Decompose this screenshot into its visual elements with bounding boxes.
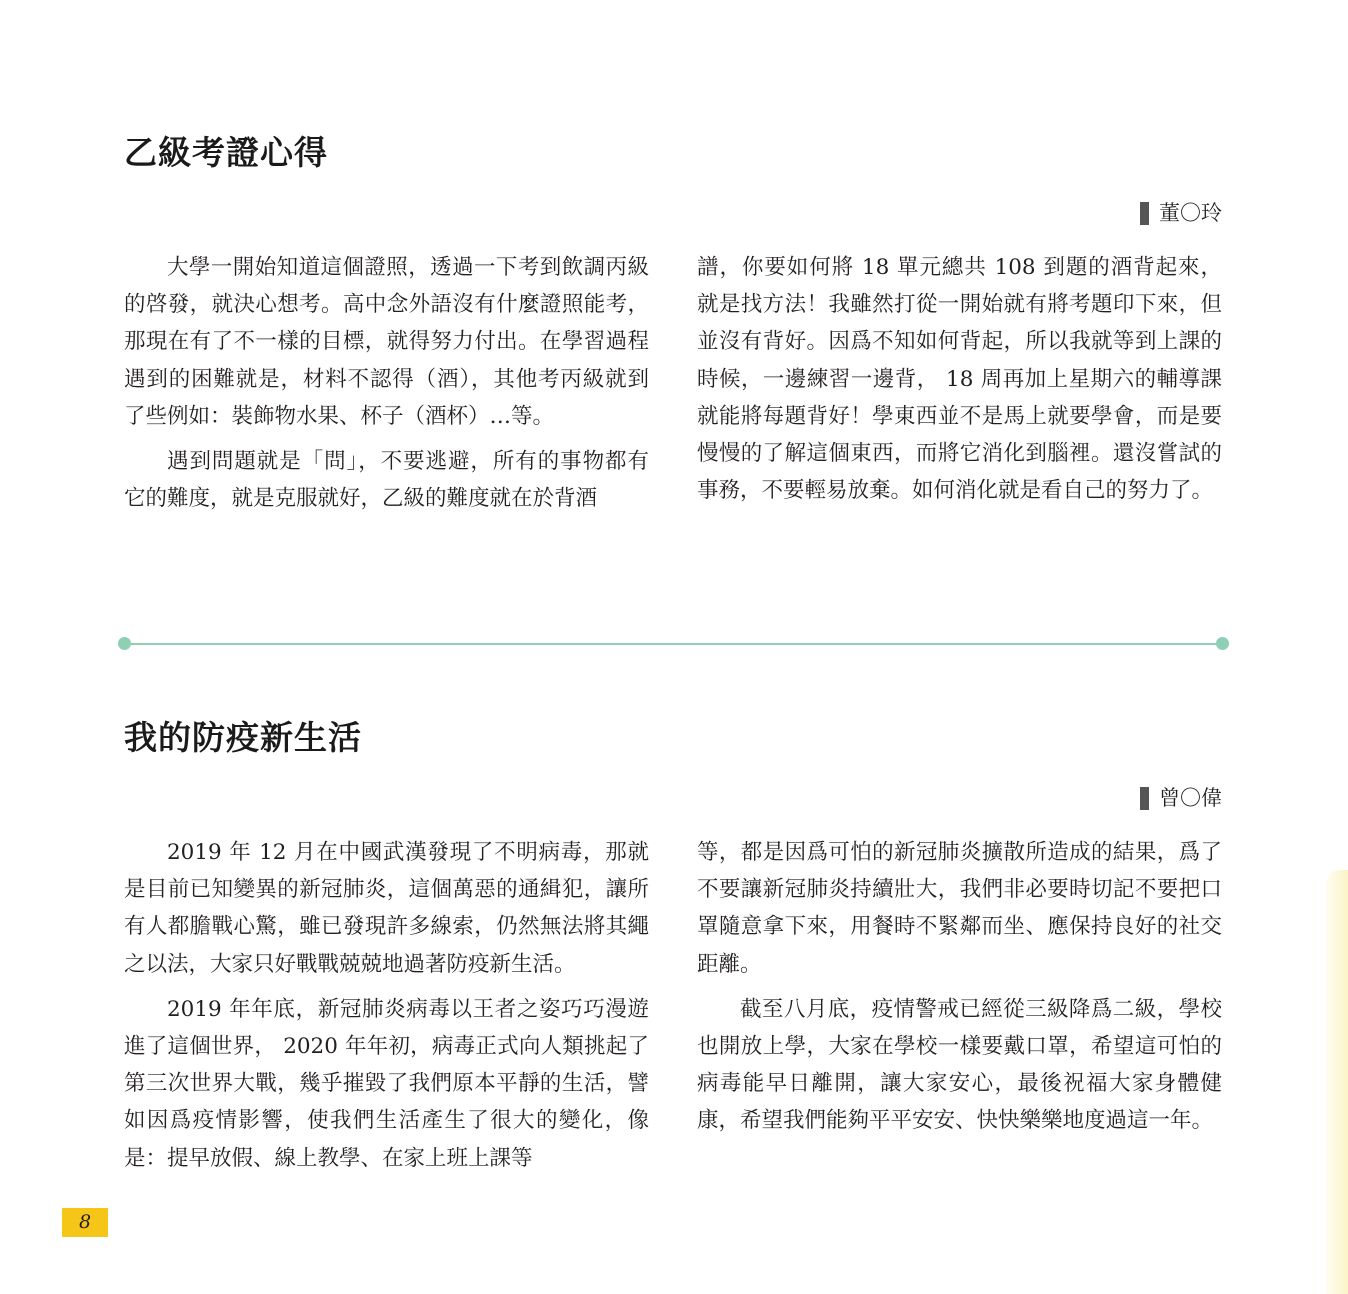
article2-paragraph-2: 2019 年年底，新冠肺炎病毒以王者之姿巧巧漫遊進了這個世界， 2020 年年初，病毒正式向人類挑起了第三次世界大戰，幾乎摧毀了我們原本平靜的生活，譬如因爲疫情影響，使我們生活產生了很大的變化，像是：提早放假、線上教學、在家上班上課等 <box>124 996 649 1171</box>
divider-right-dot <box>1216 637 1229 650</box>
article2-right-column <box>697 834 1222 1148</box>
article2-title: 我的防疫新生活 <box>124 718 362 757</box>
section-divider <box>124 643 1222 645</box>
decorative-side-tint <box>1326 870 1348 1294</box>
article2-paragraph-4: 截至八月底，疫情警戒已經從三級降爲二級，學校也開放上學，大家在學校一樣要戴口罩，希望這可怕的病毒能早日離開，讓大家安心，最後祝福大家身體健康，希望我們能夠平平安安、快快樂樂地度過這一年。 <box>697 996 1222 1134</box>
article2-author-line <box>1140 784 1222 812</box>
article1-paragraph-1: 大學一開始知道這個證照，透過一下考到飲調丙級的啓發，就決心想考。高中念外語沒有什麼證照能考，那現在有了不一樣的目標，就得努力付出。在學習過程遇到的困難就是，材料不認得（酒），其他考丙級就到了些例如：裝飾物水果、杯子（酒杯）…等。 <box>124 255 649 429</box>
divider-left-dot <box>118 637 131 650</box>
article1-paragraph-2: 遇到問題就是「問」，不要逃避，所有的事物都有它的難度，就是克服就好，乙級的難度就在於背酒 <box>124 449 649 512</box>
article2-paragraph-1: 2019 年 12 月在中國武漢發現了不明病毒，那就是目前已知變異的新冠肺炎，這個萬惡的通緝犯，讓所有人都膽戰心驚，雖已發現許多線索，仍然無法將其繩之以法，大家只好戰戰兢兢地過著防疫新生活。 <box>124 840 649 977</box>
article1-left-column <box>124 249 649 525</box>
article1-title: 乙級考證心得 <box>124 133 328 172</box>
page-number: 8 <box>62 1208 108 1237</box>
article1-paragraph-3: 譜，你要如何將 18 單元總共 108 到題的酒背起來，就是找方法！我雖然打從一開始就有將考題印下來，但並沒有背好。因爲不知如何背起，所以我就等到上課的時候，一邊練習一邊背， 18 周再加上星期六的輔導課就能將每題背好！學東西並不是馬上就要學會，而是要慢慢的了解這個東西，而將它消化到腦裡。還沒嘗試的事務，不要輕易放棄。如何消化就是看自己的努力了。 <box>697 255 1222 504</box>
article2-paragraph-3: 等，都是因爲可怕的新冠肺炎擴散所造成的結果，爲了不要讓新冠肺炎持續壯大，我們非必要時切記不要把口罩隨意拿下來，用餐時不緊鄰而坐、應保持良好的社交距離。 <box>697 840 1222 977</box>
article1-author-line <box>1140 199 1222 227</box>
article1-author: 董〇玲 <box>1159 201 1222 225</box>
article2-left-column <box>124 834 649 1185</box>
author-marker-bar <box>1140 202 1149 225</box>
article1-right-column <box>697 249 1222 517</box>
article2-author: 曾〇偉 <box>1159 786 1222 810</box>
author-marker-bar <box>1140 787 1149 810</box>
